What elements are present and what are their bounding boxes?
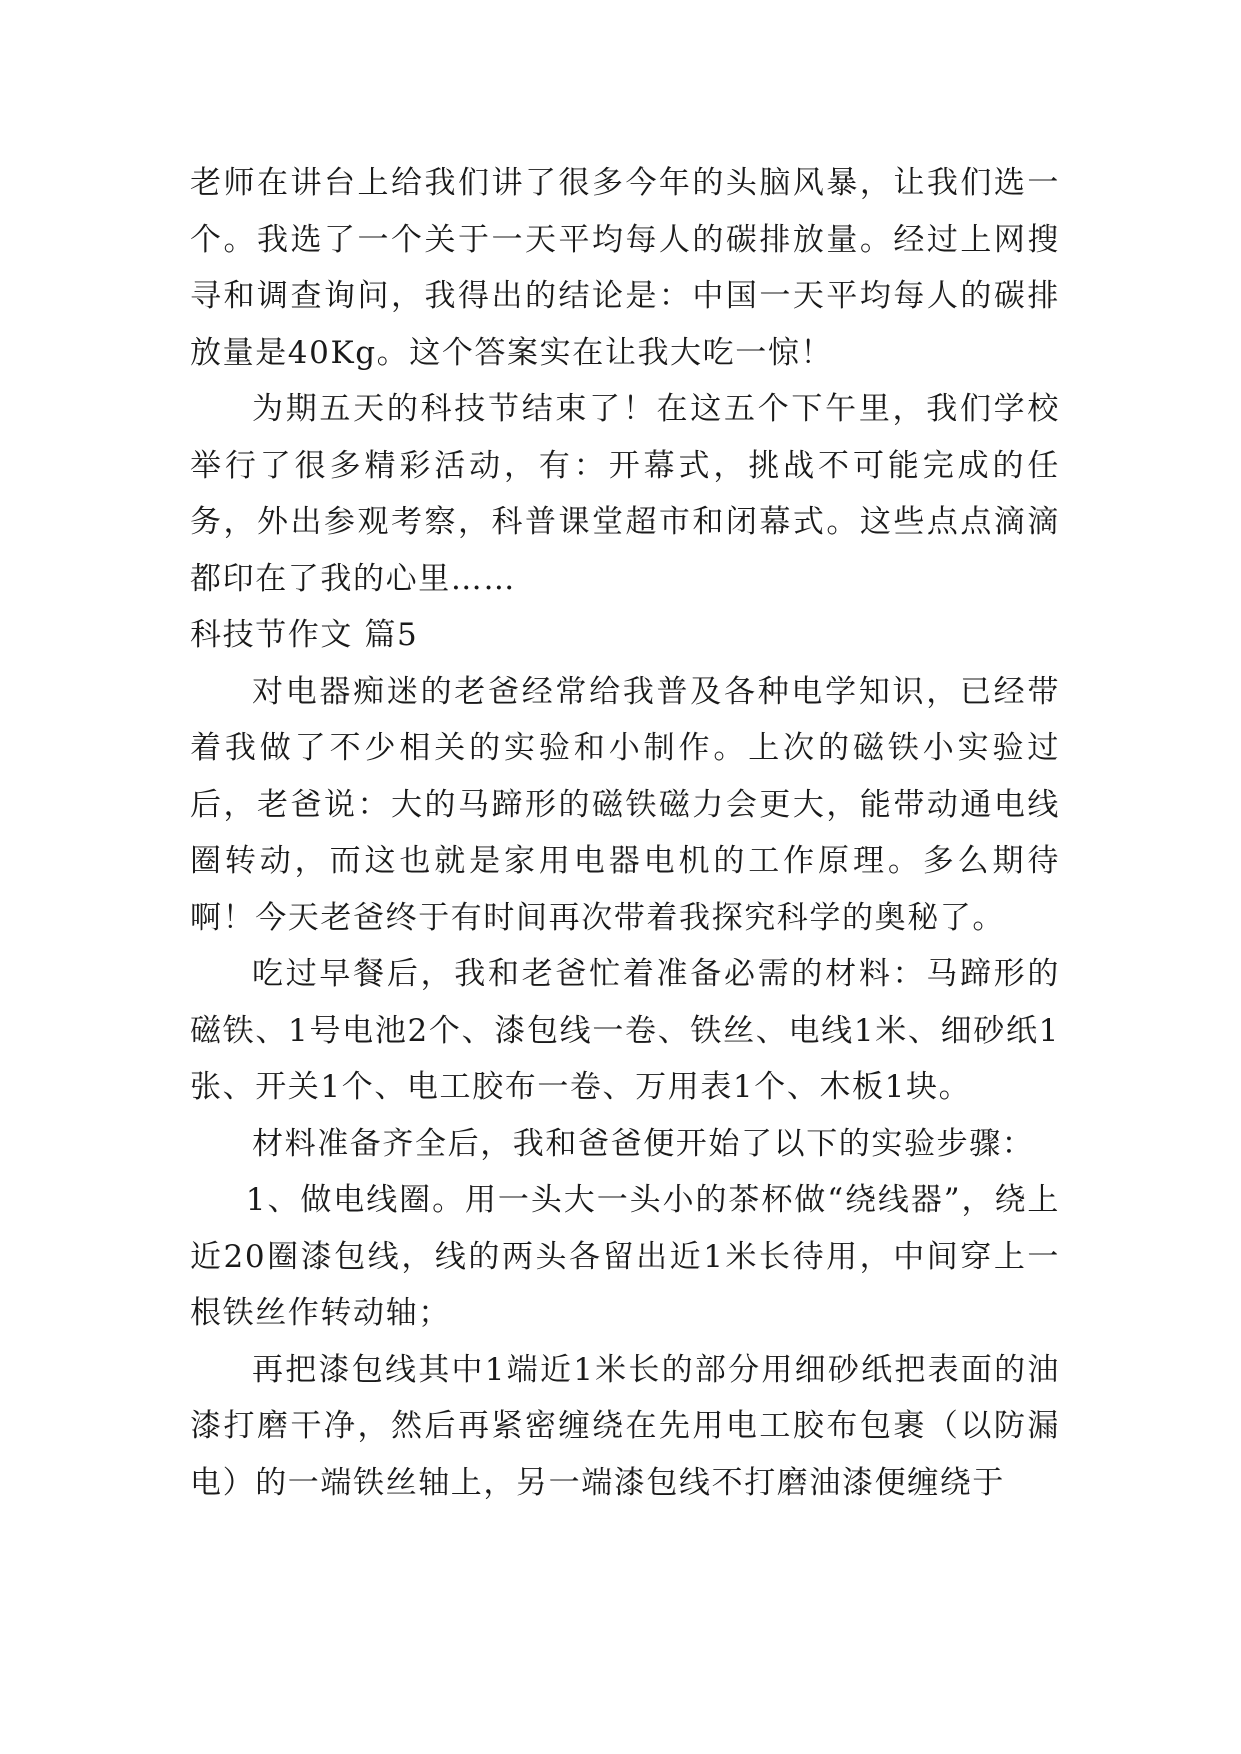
paragraph-3: 对电器痴迷的老爸经常给我普及各种电学知识，已经带着我做了不少相关的实验和小制作。上次的磁铁小实验过后，老爸说：大的马蹄形的磁铁磁力会更大，能带动通电线圈转动，而这也就是家用电器电机的工作原理。多么期待啊！今天老爸终于有时间再次带着我探究科学的奥秘了。 <box>190 673 1060 936</box>
paragraph-7: 再把漆包线其中1端近1米长的部分用细砂纸把表面的油漆打磨干净，然后再紧密缠绕在先用电工胶布包裹（以防漏电）的一端铁丝轴上，另一端漆包线不打磨油漆便缠绕于 <box>190 1351 1060 1501</box>
section-title: 科技节作文 篇5 <box>190 617 419 653</box>
document-body <box>190 155 1060 1511</box>
paragraph-6: 1、做电线圈。用一头大一头小的茶杯做“绕线器”，绕上近20圈漆包线，线的两头各留出近1米长待用，中间穿上一根铁丝作转动轴； <box>190 1182 1060 1331</box>
paragraph-1: 老师在讲台上给我们讲了很多今年的头脑风暴，让我们选一个。我选了一个关于一天平均每人的碳排放量。经过上网搜寻和调查询问，我得出的结论是：中国一天平均每人的碳排放量是40Kg。这个答案实在让我大吃一惊！ <box>190 165 1060 371</box>
paragraph-2: 为期五天的科技节结束了！在这五个下午里，我们学校举行了很多精彩活动，有：开幕式，挑战不可能完成的任务，外出参观考察，科普课堂超市和闭幕式。这些点点滴滴都印在了我的心里…… <box>190 391 1060 597</box>
paragraph-4: 吃过早餐后，我和老爸忙着准备必需的材料：马蹄形的磁铁、1号电池2个、漆包线一卷、铁丝、电线1米、细砂纸1张、开关1个、电工胶布一卷、万用表1个、木板1块。 <box>190 956 1060 1105</box>
paragraph-5: 材料准备齐全后，我和爸爸便开始了以下的实验步骤： <box>252 1125 1035 1162</box>
